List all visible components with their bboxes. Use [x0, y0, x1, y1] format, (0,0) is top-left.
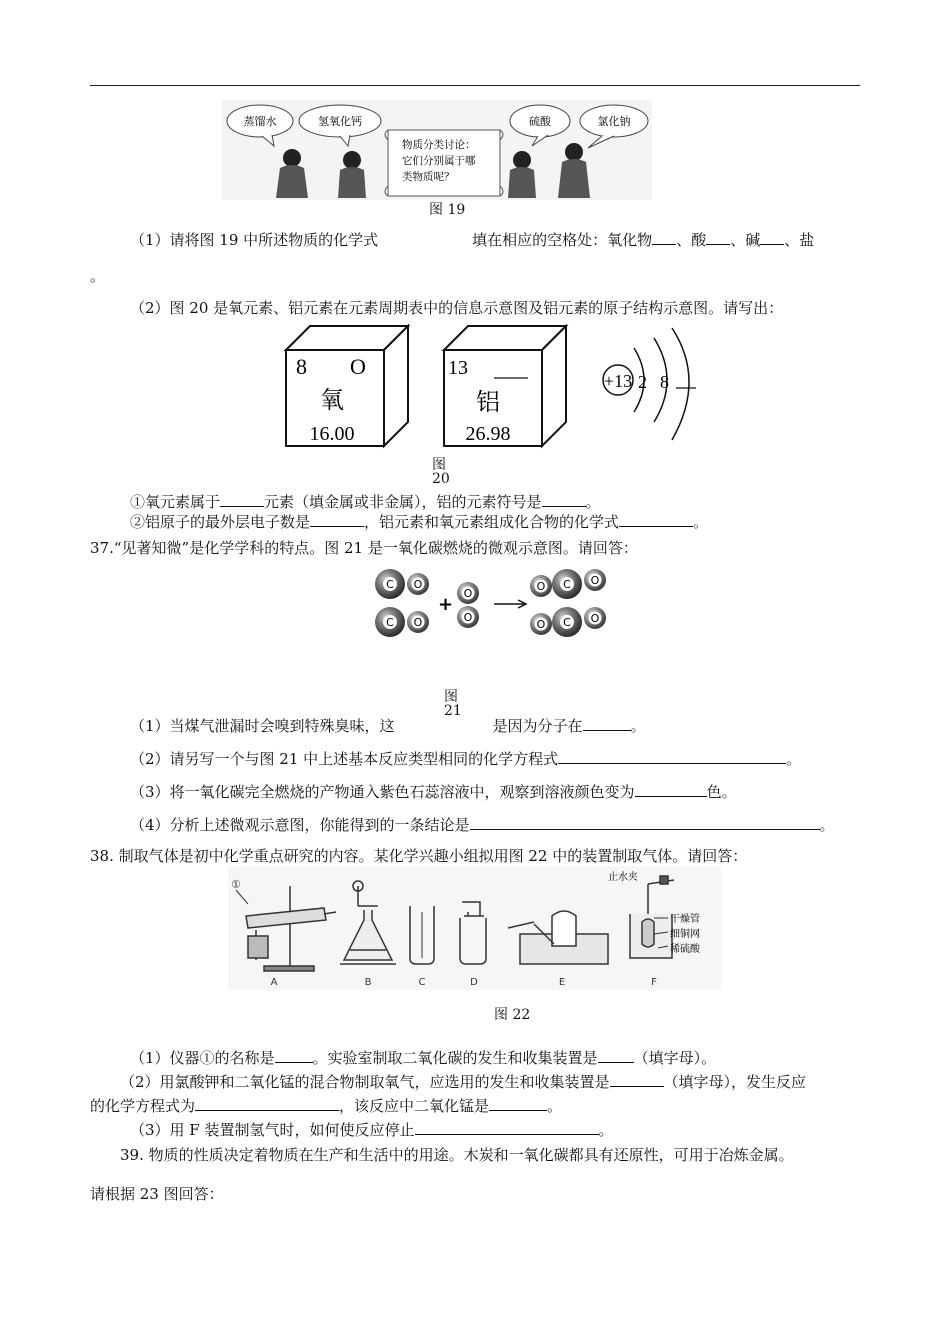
- figure-21-caption: 图 21: [444, 689, 462, 719]
- apparatus-label: E: [558, 977, 566, 988]
- reaction-arrow: [494, 600, 526, 608]
- q39-line1: 39. 物质的性质决定着物质在生产和生活中的用途。木炭和一氧化碳都具有还原性，可用于冶炼金属。: [120, 1146, 794, 1164]
- f-label-clamp: 止水夹: [608, 872, 638, 883]
- answer-blank[interactable]: [542, 490, 586, 507]
- answer-blank[interactable]: [610, 1070, 664, 1087]
- svg-text:O: O: [590, 574, 600, 587]
- nucleus-charge: +13: [603, 371, 633, 391]
- co-molecule: [375, 607, 429, 637]
- q38-part2-cont: 的化学方程式为 ，该反应中二氧化锰是 。: [90, 1094, 562, 1116]
- answer-blank[interactable]: [489, 1094, 547, 1111]
- svg-text:O: O: [536, 618, 546, 631]
- bubble-text-nacl: 氯化钠: [597, 115, 631, 128]
- header-rule: [90, 85, 860, 86]
- q39-line2: 请根据 23 图回答：: [90, 1185, 224, 1203]
- q37-part2: （2）请另写一个与图 21 中上述基本反应类型相同的化学方程式 。: [130, 747, 801, 769]
- svg-text:C: C: [386, 616, 394, 629]
- svg-text:物质分类讨论：: 物质分类讨论：: [402, 139, 476, 151]
- bubble-text-h2so4: 硫酸: [529, 115, 551, 128]
- q36-question-a: ①氧元素属于 元素（填金属或非金属），铝的元素符号是 。: [130, 490, 601, 512]
- answer-blank[interactable]: [415, 1118, 599, 1135]
- bubble-text-caoh2: 氢氧化钙: [318, 115, 362, 128]
- q37-intro: 37.“见著知微”是化学学科的特点。图 21 是一氧化碳燃烧的微观示意图。请回答：: [90, 539, 638, 557]
- figure-19: [222, 100, 652, 200]
- co-molecule: [375, 569, 429, 599]
- apparatus-label: F: [651, 977, 657, 988]
- oxygen-symbol: O: [350, 354, 366, 379]
- aluminum-number: 13: [448, 357, 468, 379]
- instrument-mark: ①: [231, 878, 241, 891]
- figure-22: [228, 866, 722, 990]
- q38-part2: （2）用氯酸钾和二氧化锰的混合物制取氧气，应选用的发生和收集装置是 （填字母），发生反应: [120, 1070, 806, 1092]
- co2-molecule: [530, 569, 606, 599]
- answer-blank[interactable]: [583, 714, 631, 731]
- answer-blank[interactable]: [760, 228, 784, 245]
- answer-blank[interactable]: [195, 1094, 339, 1111]
- aluminum-element-card: [444, 326, 566, 446]
- svg-text:类物质呢？: 类物质呢？: [402, 171, 455, 183]
- svg-text:O: O: [463, 611, 473, 624]
- shell-2-electrons: 8: [660, 372, 669, 392]
- svg-text:它们分别属于哪: 它们分别属于哪: [402, 155, 476, 167]
- answer-blank[interactable]: [220, 490, 264, 507]
- co2-molecule: [530, 607, 606, 637]
- bubble-text-water: 蒸馏水: [243, 115, 277, 128]
- apparatus-label: D: [470, 977, 478, 988]
- answer-blank[interactable]: [310, 510, 364, 527]
- answer-blank[interactable]: [619, 510, 693, 527]
- answer-blank[interactable]: [558, 747, 786, 764]
- answer-blank[interactable]: [652, 228, 676, 245]
- svg-text:C: C: [386, 578, 394, 591]
- q36-part2: （2）图 20 是氧元素、铝元素在元素周期表中的信息示意图及铝元素的原子结构示意图。请写出：: [130, 299, 784, 317]
- aluminum-atom-structure: [603, 328, 696, 440]
- svg-text:C: C: [563, 578, 571, 591]
- f-label-dilute-acid: 稀硫酸: [670, 944, 700, 955]
- apparatus-label: C: [418, 977, 426, 988]
- oxygen-mass: 16.00: [309, 423, 355, 445]
- q37-part4: （4）分析上述微观示意图，你能得到的一条结论是 。: [130, 813, 835, 835]
- discussion-scroll: [385, 130, 503, 196]
- svg-text:O: O: [413, 616, 423, 629]
- figure-22-caption: 图 22: [494, 1007, 531, 1023]
- q38-intro: 38. 制取气体是初中化学重点研究的内容。某化学兴趣小组拟用图 22 中的装置制取气体。请回答：: [90, 847, 748, 865]
- answer-blank[interactable]: [635, 780, 707, 797]
- figure-21: [368, 566, 614, 640]
- plus-sign: +: [438, 594, 454, 615]
- oxygen-number: 8: [296, 354, 307, 379]
- svg-text:O: O: [590, 612, 600, 625]
- q38-part3: （3）用 F 装置制氢气时，如何使反应停止 。: [130, 1118, 614, 1140]
- o2-molecule: [457, 582, 479, 628]
- answer-blank[interactable]: [470, 813, 820, 830]
- answer-blank[interactable]: [275, 1046, 313, 1063]
- figure-20-caption: 图 20: [432, 457, 450, 487]
- svg-text:O: O: [536, 580, 546, 593]
- svg-text:O: O: [463, 587, 473, 600]
- q36-question-b: ②铝原子的最外层电子数是 ，铝元素和氧元素组成化合物的化学式 。: [130, 510, 708, 532]
- apparatus-label: A: [270, 977, 278, 988]
- f-label-drying-tube: 干燥管: [670, 914, 700, 925]
- apparatus-label: B: [364, 977, 372, 988]
- shell-1-electrons: 2: [638, 372, 647, 392]
- q37-part1: （1）当煤气泄漏时会嗅到特殊臭味，这 是因为分子在 。: [130, 714, 646, 736]
- figure-19-caption: 图 19: [429, 202, 466, 218]
- q38-part1: （1）仪器①的名称是 。实验室制取二氧化碳的发生和收集装置是 （填字母）。: [130, 1046, 716, 1068]
- answer-blank[interactable]: [706, 228, 730, 245]
- figure-20: [282, 322, 702, 470]
- oxygen-element-card: [286, 326, 408, 446]
- aluminum-name: 铝: [476, 390, 500, 416]
- answer-blank[interactable]: [598, 1046, 634, 1063]
- q36-part1: （1）请将图 19 中所述物质的化学式 填在相应的空格处：氧化物 、酸 、碱 、盐: [130, 228, 814, 250]
- svg-text:O: O: [413, 578, 423, 591]
- aluminum-mass: 26.98: [465, 423, 511, 445]
- svg-text:C: C: [563, 616, 571, 629]
- q36-part1-end: 。: [90, 267, 106, 285]
- f-label-copper-mesh: 细铜网: [670, 929, 700, 940]
- q37-part3: （3）将一氧化碳完全燃烧的产物通入紫色石蕊溶液中，观察到溶液颜色变为 色。: [130, 780, 737, 802]
- oxygen-name: 氧: [320, 388, 344, 414]
